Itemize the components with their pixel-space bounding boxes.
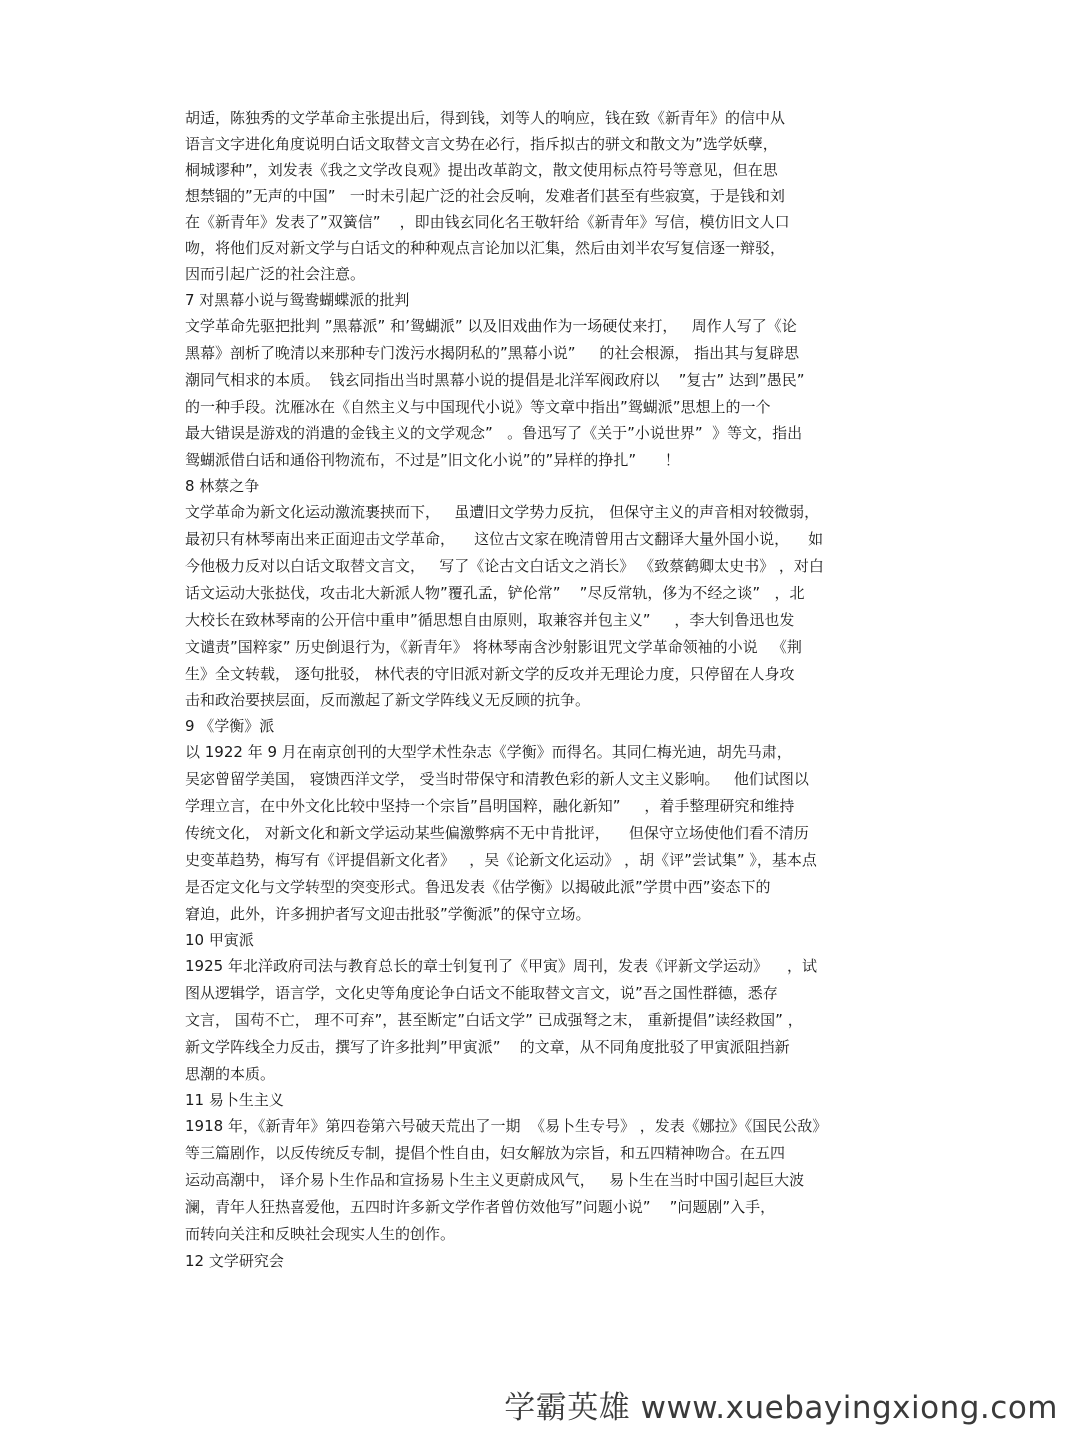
- text-line: 文言， 国苟不亡， 理不可弃”，甚至断定”白话文学” 已成强弩之末， 重新提倡”读经救国” ，: [185, 1011, 803, 1029]
- section-heading: 8 林蔡之争: [185, 477, 260, 495]
- text-line: 史变革趋势，梅写有《评提倡新文化者》 ，吴《论新文化运动》 ，胡《评”尝试集” 》，基本点: [185, 851, 817, 869]
- text-line: 潮同气相求的本质。 钱玄同指出当时黑幕小说的提倡是北洋军阀政府以 ”复古” 达到”愚民”: [185, 371, 805, 389]
- text-line: 最初只有林琴南出来正面迎击文学革命， 这位古文家在晚清曾用古文翻译大量外国小说， 如: [185, 530, 824, 548]
- text-line: 今他极力反对以白话文取替文言文， 写了《论古文白话文之消长》 《致蔡鹤卿太史书》 ，对白: [185, 557, 824, 575]
- text-line: 而转向关注和反映社会现实人生的创作。: [185, 1225, 456, 1243]
- text-line: 学理立言，在中外文化比较中坚持一个宗旨”昌明国粹，融化新知” ，着手整理研究和维持: [185, 797, 795, 815]
- text-line: 的一种手段。沈雁冰在《自然主义与中国现代小说》等文章中指出”鸳蝴派”思想上的一个: [185, 398, 771, 416]
- section-heading: 7 对黑幕小说与鸳鸯蝴蝶派的批判: [185, 291, 410, 309]
- text-line: 在《新青年》发表了”双簧信” ，即由钱玄同化名王敬轩给《新青年》写信，模仿旧文人口: [185, 213, 790, 231]
- watermark: 学霸英雄 www.xuebayingxiong.com: [504, 1390, 1058, 1426]
- text-line: 图从逻辑学，语言学，文化史等角度论争白话文不能取替文言文，说”吾之国性群德，悉存: [185, 984, 778, 1002]
- text-line: 胡适，陈独秀的文学革命主张提出后，得到钱，刘等人的响应，钱在致《新青年》的信中从: [185, 109, 786, 127]
- text-line: 生》全文转载， 逐句批驳， 林代表的守旧派对新文学的反攻并无理论力度，只停留在人身攻: [185, 665, 795, 683]
- text-line: 是否定文化与文学转型的突变形式。鲁迅发表《估学衡》以揭破此派”学贯中西”姿态下的: [185, 878, 771, 896]
- text-line: 桐城谬种”，刘发表《我之文学改良观》提出改革韵文，散文使用标点符号等意见，但在思: [185, 161, 778, 179]
- section-heading: 10 甲寅派: [185, 931, 254, 949]
- text-line: 澜，青年人狂热喜爱他，五四时许多新文学作者曾仿效他写”问题小说” ”问题剧”入手，: [185, 1198, 776, 1216]
- text-line: 击和政治要挟层面，反而激起了新文学阵线义无反顾的抗争。: [185, 691, 591, 709]
- text-line: 新文学阵线全力反击，撰写了许多批判”甲寅派” 的文章，从不同角度批驳了甲寅派阻挡新: [185, 1038, 790, 1056]
- text-line: 最大错误是游戏的消遣的金钱主义的文学观念” 。鲁迅写了《关于”小说世界” 》等文，指出: [185, 424, 803, 442]
- text-line: 黑幕》剖析了晚清以来那种专门泼污水揭阴私的”黑幕小说” 的社会根源， 指出其与复辟思: [185, 344, 800, 362]
- text-line: 吴宓曾留学美国， 寝馈西洋文学， 受当时带保守和清教色彩的新人文主义影响。 他们试图以: [185, 770, 809, 788]
- text-line: 文学革命为新文化运动激流裹挟而下， 虽遭旧文学势力反抗， 但保守主义的声音相对较微弱，: [185, 503, 820, 521]
- section-heading: 11 易卜生主义: [185, 1091, 284, 1109]
- text-line: 文学革命先驱把批判 ”黑幕派” 和’鸳蝴派” 以及旧戏曲作为一场硬仗来打， 周作人写了《论: [185, 317, 797, 335]
- text-line: 运动高潮中， 译介易卜生作品和宣扬易卜生主义更蔚成风气， 易卜生在当时中国引起巨大波: [185, 1171, 805, 1189]
- text-line: 鸳蝴派借白话和通俗刊物流布，不过是”旧文化小说”的”异样的挣扎” ！: [185, 451, 680, 469]
- text-line: 思潮的本质。: [185, 1065, 276, 1083]
- text-line: 大校长在致林琴南的公开信中重申”循思想自由原则，取兼容并包主义” ，李大钊鲁迅也发: [185, 611, 795, 629]
- text-line: 窘迫，此外，许多拥护者写文迎击批驳”学衡派”的保守立场。: [185, 905, 591, 923]
- section-heading: 12 文学研究会: [185, 1252, 284, 1270]
- section-heading: 9 《学衡》派: [185, 717, 275, 735]
- text-line: 等三篇剧作，以反传统反专制，提倡个性自由，妇女解放为宗旨，和五四精神吻合。在五四: [185, 1144, 786, 1162]
- text-line: 想禁锢的”无声的中国” 一时未引起广泛的社会反响，发难者们甚至有些寂寞，于是钱和刘: [185, 187, 785, 205]
- text-line: 文谴责”国粹家” 历史倒退行为，《新青年》 将林琴南含沙射影诅咒文学革命领袖的小说 《荆: [185, 638, 802, 656]
- text-line: 因而引起广泛的社会注意。: [185, 265, 366, 283]
- text-line: 1925 年北洋政府司法与教育总长的章士钊复刊了《甲寅》周刊，发表《评新文学运动》 ，试: [185, 957, 818, 975]
- text-line: 吻，将他们反对新文学与白话文的种种观点言论加以汇集，然后由刘半农写复信逐一辩驳，: [185, 239, 786, 257]
- text-line: 语言文字进化角度说明白话文取替文言文势在必行，指斥拟古的骈文和散文为”选学妖孽，: [185, 135, 778, 153]
- text-line: 传统文化， 对新文化和新文学运动某些偏激弊病不无中肯批评， 但保守立场使他们看不清历: [185, 824, 809, 842]
- text-line: 话文运动大张挞伐，攻击北大新派人物”覆孔孟，铲伦常” ”尽反常轨，侈为不经之谈” ，北: [185, 584, 805, 602]
- text-line: 1918 年，《新青年》第四卷第六号破天荒出了一期 《易卜生专号》 ，发表《娜拉》《国民公敌》: [185, 1117, 828, 1135]
- text-line: 以 1922 年 9 月在南京创刊的大型学术性杂志《学衡》而得名。其同仁梅光迪，胡先马肃，: [185, 743, 792, 761]
